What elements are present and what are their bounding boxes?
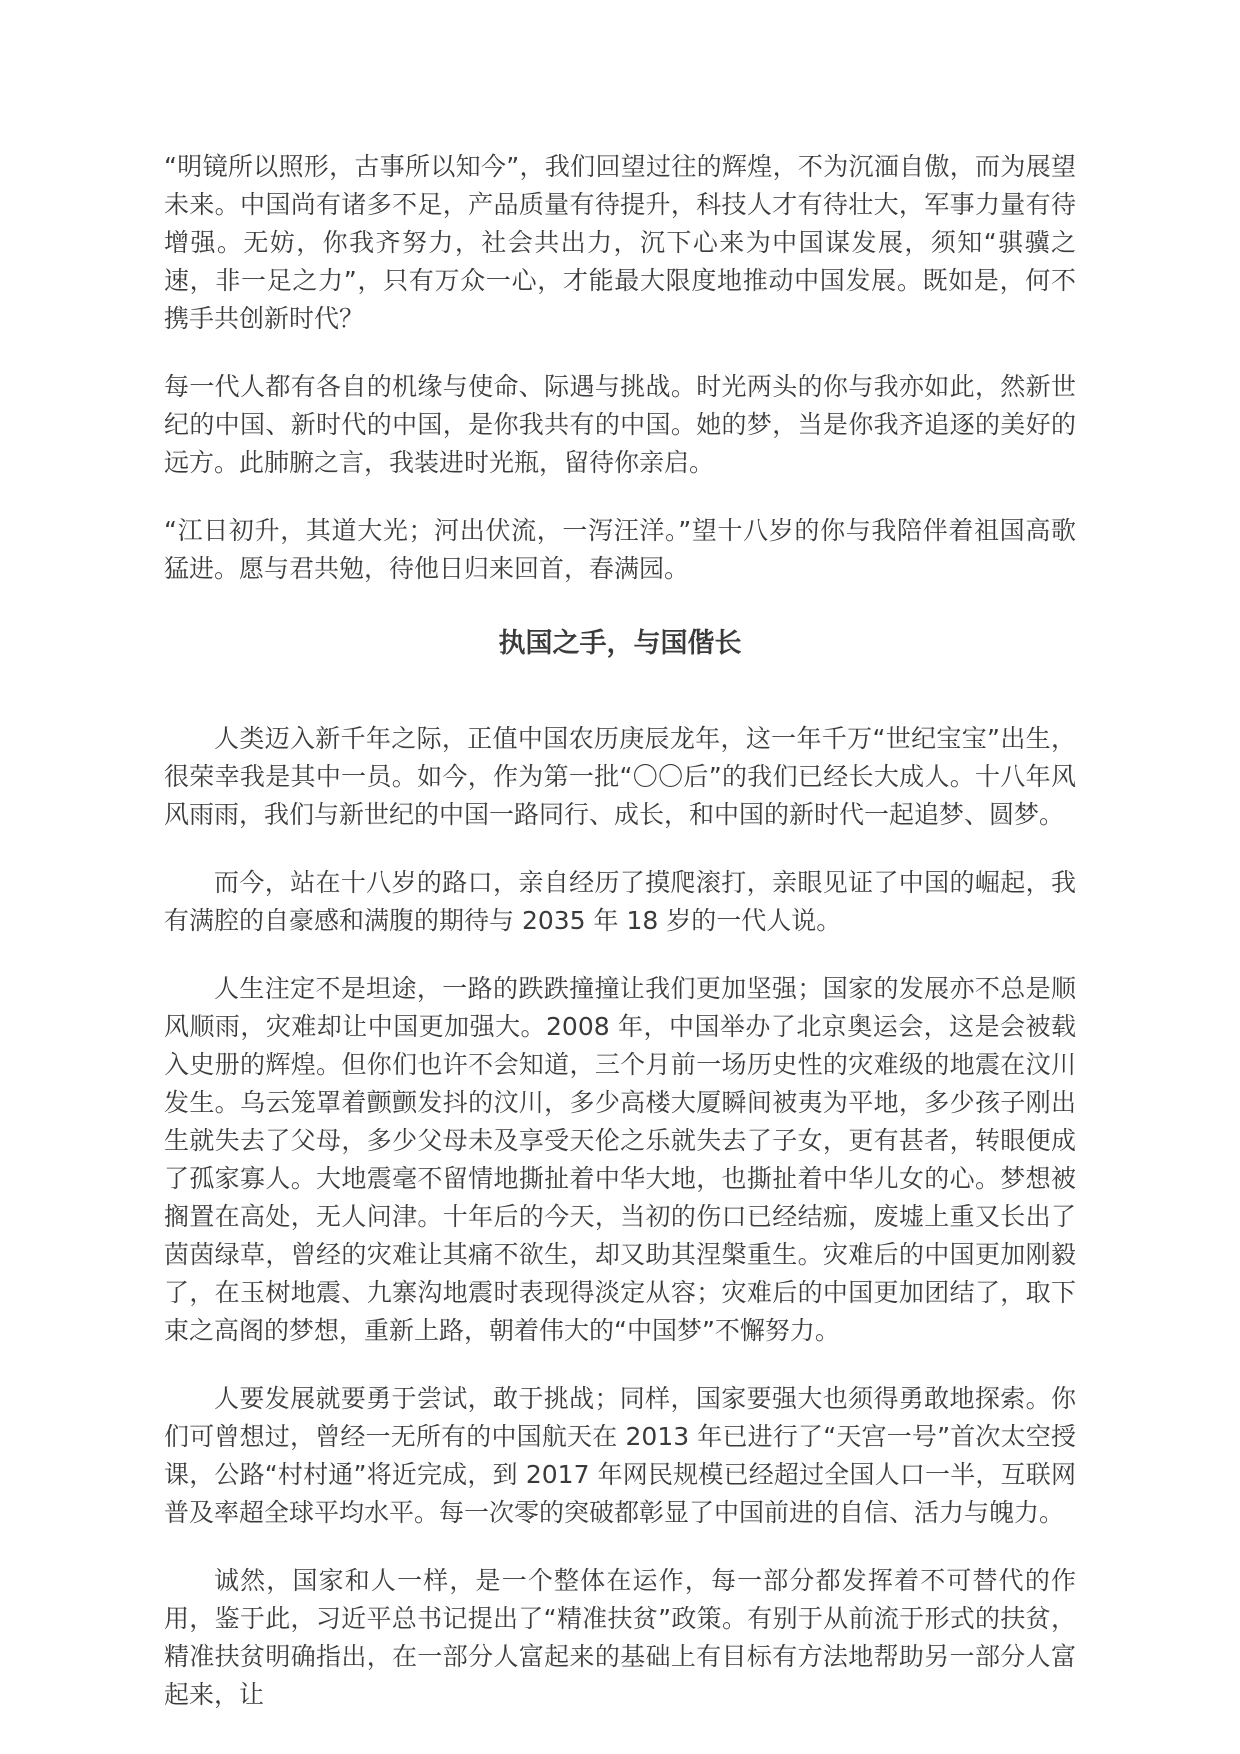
essay-title: 执国之手，与国偕长 xyxy=(498,628,742,659)
body-paragraph-4: 人要发展就要勇于尝试，敢于挑战；同样，国家要强大也须得勇敢地探索。你们可曾想过，曾经一无所有的中国航天在 2013 年已进行了“天宫一号”首次太空授课，公路“村村通”将近完成，到 2017 年网民规模已经超过全国人口一半，互联网普及率超全球平均水平。每一次零的突破都彰显了中国前进的自信、活力与魄力。 xyxy=(164,1384,1076,1527)
body-paragraph-5: 诚然，国家和人一样，是一个整体在运作，每一部分都发挥着不可替代的作用，鉴于此，习近平总书记提出了“精准扶贫”政策。有别于从前流于形式的扶贫，精准扶贫明确指出，在一部分人富起来的基础上有目标有方法地帮助另一部分人富起来，让 xyxy=(164,1566,1076,1709)
closing-paragraph-1: “明镜所以照形，古事所以知今”，我们回望过往的辉煌，不为沉湎自傲，而为展望未来。中国尚有诸多不足，产品质量有待提升，科技人才有待壮大，军事力量有待增强。无妨，你我齐努力，社会共出力，沉下心来为中国谋发展，须知“骐骥之速，非一足之力”，只有万众一心，才能最大限度地推动中国发展。既如是，何不携手共创新时代？ xyxy=(164,152,1076,333)
closing-paragraph-3: “江日初升，其道大光；河出伏流，一泻汪洋。”望十八岁的你与我陪伴着祖国高歌猛进。愿与君共勉，待他日归来回首，春满园。 xyxy=(164,516,1076,583)
body-paragraph-2: 而今，站在十八岁的路口，亲自经历了摸爬滚打，亲眼见证了中国的崛起，我有满腔的自豪感和满腹的期待与 2035 年 18 岁的一代人说。 xyxy=(164,868,1076,935)
body-paragraph-1: 人类迈入新千年之际，正值中国农历庚辰龙年，这一年千万“世纪宝宝”出生，很荣幸我是其中一员。如今，作为第一批“〇〇后”的我们已经长大成人。十八年风风雨雨，我们与新世纪的中国一路同行、成长，和中国的新时代一起追梦、圆梦。 xyxy=(164,724,1076,829)
closing-paragraph-2: 每一代人都有各自的机缘与使命、际遇与挑战。时光两头的你与我亦如此，然新世纪的中国、新时代的中国，是你我共有的中国。她的梦，当是你我齐追逐的美好的远方。此肺腑之言，我装进时光瓶，留待你亲启。 xyxy=(164,372,1076,477)
body-paragraph-3: 人生注定不是坦途，一路的跌跌撞撞让我们更加坚强；国家的发展亦不总是顺风顺雨，灾难却让中国更加强大。2008 年，中国举办了北京奥运会，这是会被载入史册的辉煌。但你们也许不会知道，三个月前一场历史性的灾难级的地震在汶川发生。乌云笼罩着颤颤发抖的汶川，多少高楼大厦瞬间被夷为平地，多少孩子刚出生就失去了父母，多少父母未及享受天伦之乐就失去了子女，更有甚者，转眼便成了孤家寡人。大地震毫不留情地撕扯着中华大地，也撕扯着中华儿女的心。梦想被搁置在高处，无人问津。十年后的今天，当初的伤口已经结痂，废墟上重又长出了茵茵绿草，曾经的灾难让其痛不欲生，却又助其涅槃重生。灾难后的中国更加刚毅了，在玉树地震、九寨沟地震时表现得淡定从容；灾难后的中国更加团结了，取下束之高阁的梦想，重新上路，朝着伟大的“中国梦”不懈努力。 xyxy=(164,974,1076,1345)
